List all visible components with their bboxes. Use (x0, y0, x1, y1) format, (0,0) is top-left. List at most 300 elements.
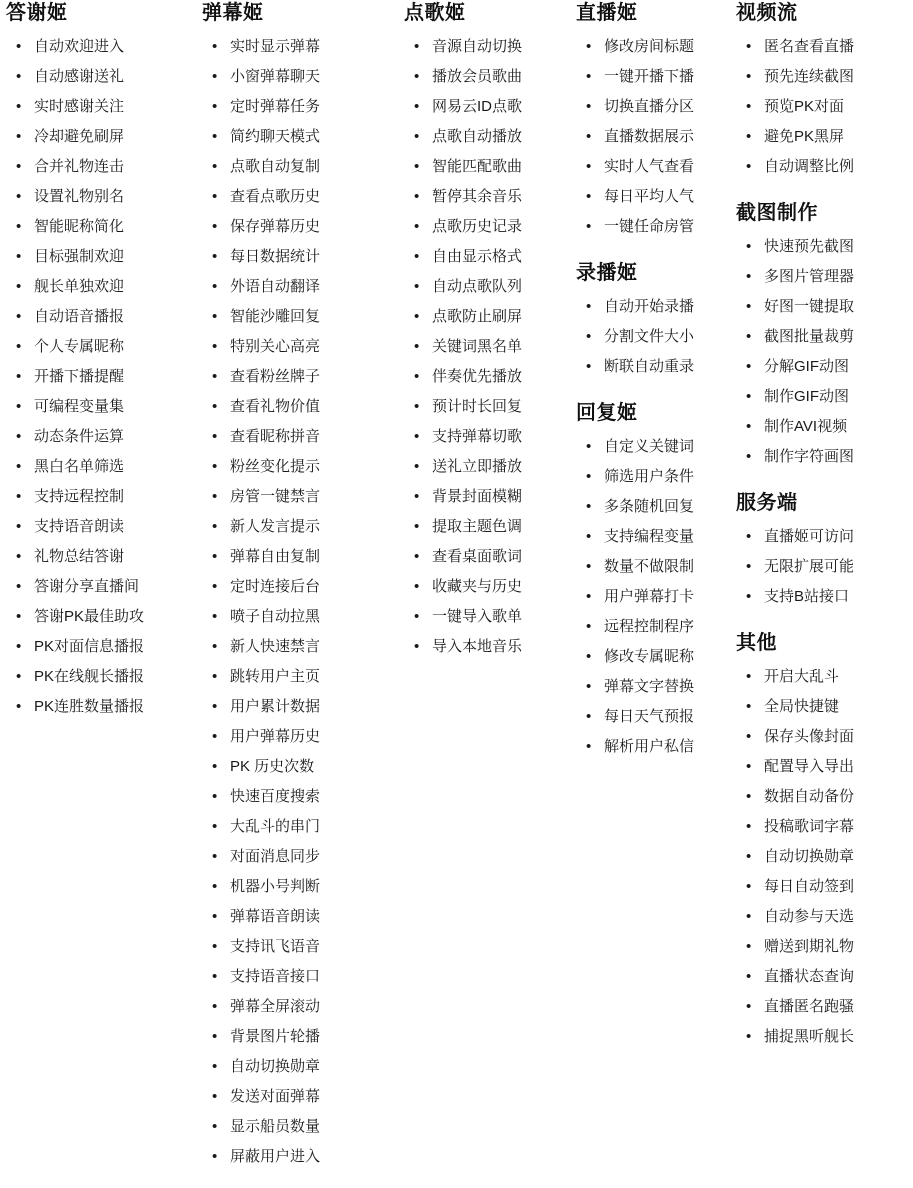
list-item (736, 292, 902, 322)
list-item (736, 352, 902, 382)
list-item (736, 992, 902, 1022)
bullet-icon: • (212, 698, 218, 715)
list-item-label: 查看礼物价值 (230, 398, 321, 415)
list-item-label: 修改房间标题 (604, 38, 695, 55)
list-item (736, 962, 902, 992)
bullet-icon: • (16, 548, 22, 565)
list-item (6, 92, 198, 122)
list-item (576, 292, 732, 322)
list-item (6, 452, 198, 482)
feature-section (736, 630, 902, 1052)
list-item (404, 512, 572, 542)
section-title: 弹幕姬 (202, 2, 264, 24)
list-item (202, 572, 400, 602)
list-item-label: 自定义关键词 (604, 438, 695, 455)
list-item-label: 制作AVI视频 (764, 418, 848, 435)
list-item (736, 522, 902, 552)
bullet-icon: • (414, 308, 420, 325)
bullet-icon: • (16, 668, 22, 685)
feature-columns (6, 0, 907, 1178)
list-item (576, 322, 732, 352)
section-title: 录播姬 (576, 262, 638, 284)
list-item (202, 662, 400, 692)
list-item (202, 902, 400, 932)
list-item-label: 分解GIF动图 (764, 358, 849, 375)
list-item (6, 602, 198, 632)
list-item (404, 542, 572, 572)
list-item-label: 背景封面模糊 (432, 488, 523, 505)
bullet-icon: • (16, 278, 22, 295)
list-item-label: 智能昵称简化 (34, 218, 125, 235)
bullet-icon: • (746, 38, 752, 55)
section-title: 视频流 (736, 2, 798, 24)
list-item (202, 962, 400, 992)
bullet-icon: • (212, 1118, 218, 1135)
bullet-icon: • (586, 708, 592, 725)
list-item-label: 支持弹幕切歌 (432, 428, 523, 445)
bullet-icon: • (212, 68, 218, 85)
list-item (576, 552, 732, 582)
list-item-label: 黑白名单筛选 (34, 458, 125, 475)
list-item (576, 92, 732, 122)
list-item (576, 582, 732, 612)
bullet-icon: • (746, 238, 752, 255)
list-item-label: 查看桌面歌词 (432, 548, 523, 565)
list-item-label: 自由显示格式 (432, 248, 523, 265)
list-item (202, 422, 400, 452)
list-item-label: 查看粉丝牌子 (230, 368, 321, 385)
list-item-label: 无限扩展可能 (764, 558, 855, 575)
list-item-label: 大乱斗的串门 (230, 818, 321, 835)
list-item (736, 812, 902, 842)
list-item-label: 支持语音朗读 (34, 518, 125, 535)
bullet-icon: • (746, 98, 752, 115)
list-item (404, 92, 572, 122)
list-item (202, 452, 400, 482)
bullet-icon: • (16, 188, 22, 205)
list-item (202, 752, 400, 782)
feature-column (404, 0, 576, 668)
list-item (576, 352, 732, 382)
list-item (202, 242, 400, 272)
bullet-icon: • (746, 128, 752, 145)
list-item (736, 842, 902, 872)
list-item (202, 692, 400, 722)
bullet-icon: • (16, 608, 22, 625)
list-item-label: 查看昵称拼音 (230, 428, 321, 445)
list-item-label: 个人专属昵称 (34, 338, 125, 355)
bullet-icon: • (212, 128, 218, 145)
section-title: 直播姬 (576, 2, 638, 24)
bullet-icon: • (746, 358, 752, 375)
bullet-icon: • (746, 418, 752, 435)
bullet-icon: • (212, 518, 218, 535)
list-item (736, 752, 902, 782)
feature-item-list (736, 662, 902, 1052)
list-item (202, 602, 400, 632)
list-item-label: 筛选用户条件 (604, 468, 695, 485)
list-item (736, 442, 902, 472)
list-item (202, 1142, 400, 1172)
list-item (202, 212, 400, 242)
list-item-label: 自动切换勋章 (764, 848, 855, 865)
list-item-label: 音源自动切换 (432, 38, 523, 55)
list-item-label: 捕捉黑听舰长 (764, 1028, 855, 1045)
list-item (202, 1112, 400, 1142)
list-item-label: 暂停其余音乐 (432, 188, 523, 205)
bullet-icon: • (746, 328, 752, 345)
list-item-label: 保存弹幕历史 (230, 218, 321, 235)
list-item (202, 932, 400, 962)
feature-section (736, 0, 902, 182)
bullet-icon: • (414, 398, 420, 415)
list-item (576, 432, 732, 462)
list-item-label: 定时弹幕任务 (230, 98, 321, 115)
bullet-icon: • (16, 698, 22, 715)
bullet-icon: • (212, 1058, 218, 1075)
bullet-icon: • (16, 248, 22, 265)
list-item (736, 322, 902, 352)
list-item-label: 机器小号判断 (230, 878, 321, 895)
bullet-icon: • (414, 488, 420, 505)
bullet-icon: • (16, 68, 22, 85)
bullet-icon: • (746, 528, 752, 545)
list-item (404, 242, 572, 272)
bullet-icon: • (586, 738, 592, 755)
list-item-label: 配置导入导出 (764, 758, 855, 775)
bullet-icon: • (746, 268, 752, 285)
list-item-label: 弹幕语音朗读 (230, 908, 321, 925)
list-item (202, 302, 400, 332)
list-item-label: 切换直播分区 (604, 98, 695, 115)
bullet-icon: • (414, 578, 420, 595)
bullet-icon: • (212, 848, 218, 865)
bullet-icon: • (212, 1028, 218, 1045)
feature-column (736, 0, 906, 1058)
list-item-label: 每日数据统计 (230, 248, 321, 265)
list-item-label: PK在线舰长播报 (34, 668, 145, 685)
feature-section (576, 0, 732, 242)
list-item (576, 212, 732, 242)
feature-item-list (576, 32, 732, 242)
list-item-label: 开播下播提醒 (34, 368, 125, 385)
bullet-icon: • (16, 98, 22, 115)
list-item-label: 舰长单独欢迎 (34, 278, 125, 295)
list-item (736, 552, 902, 582)
list-item (576, 702, 732, 732)
bullet-icon: • (586, 68, 592, 85)
list-item (202, 1052, 400, 1082)
bullet-icon: • (746, 588, 752, 605)
list-item-label: 合并礼物连击 (34, 158, 125, 175)
list-item-label: 制作字符画图 (764, 448, 855, 465)
list-item-label: 播放会员歌曲 (432, 68, 523, 85)
bullet-icon: • (586, 98, 592, 115)
bullet-icon: • (212, 668, 218, 685)
list-item (736, 262, 902, 292)
list-item (404, 332, 572, 362)
bullet-icon: • (586, 438, 592, 455)
list-item (736, 152, 902, 182)
bullet-icon: • (212, 728, 218, 745)
list-item (576, 732, 732, 762)
list-item (736, 662, 902, 692)
bullet-icon: • (414, 248, 420, 265)
list-item-label: 自动参与天选 (764, 908, 855, 925)
bullet-icon: • (212, 338, 218, 355)
list-item (736, 932, 902, 962)
list-item (576, 642, 732, 672)
bullet-icon: • (746, 788, 752, 805)
bullet-icon: • (586, 588, 592, 605)
list-item-label: 好图一键提取 (764, 298, 855, 315)
list-item-label: 用户弹幕打卡 (604, 588, 695, 605)
bullet-icon: • (414, 68, 420, 85)
bullet-icon: • (212, 248, 218, 265)
bullet-icon: • (212, 968, 218, 985)
list-item (404, 302, 572, 332)
bullet-icon: • (414, 368, 420, 385)
list-item (202, 272, 400, 302)
list-item-label: 支持远程控制 (34, 488, 125, 505)
bullet-icon: • (212, 488, 218, 505)
list-item (736, 872, 902, 902)
list-item (6, 362, 198, 392)
list-item-label: 动态条件运算 (34, 428, 125, 445)
list-item-label: 解析用户私信 (604, 738, 695, 755)
bullet-icon: • (16, 218, 22, 235)
list-item (576, 462, 732, 492)
list-item-label: 目标强制欢迎 (34, 248, 125, 265)
list-item-label: 多图片管理器 (764, 268, 855, 285)
bullet-icon: • (16, 398, 22, 415)
bullet-icon: • (746, 1028, 752, 1045)
list-item (6, 572, 198, 602)
bullet-icon: • (746, 68, 752, 85)
list-item (202, 632, 400, 662)
bullet-icon: • (16, 578, 22, 595)
bullet-icon: • (212, 908, 218, 925)
list-item-label: 点歌自动播放 (432, 128, 523, 145)
list-item (6, 32, 198, 62)
list-item-label: 开启大乱斗 (764, 668, 840, 685)
list-item-label: 弹幕文字替换 (604, 678, 695, 695)
list-item-label: 跳转用户主页 (230, 668, 321, 685)
bullet-icon: • (212, 878, 218, 895)
feature-item-list (576, 292, 732, 382)
list-item-label: 用户弹幕历史 (230, 728, 321, 745)
feature-item-list (736, 232, 902, 472)
list-item (202, 872, 400, 902)
feature-item-list (736, 32, 902, 182)
list-item-label: 答谢PK最佳助攻 (34, 608, 145, 625)
bullet-icon: • (586, 218, 592, 235)
list-item-label: 背景图片轮播 (230, 1028, 321, 1045)
list-item-label: 每日自动签到 (764, 878, 855, 895)
list-item (202, 182, 400, 212)
list-item-label: 快速百度搜索 (230, 788, 321, 805)
list-item (202, 62, 400, 92)
list-item-label: PK对面信息播报 (34, 638, 145, 655)
list-item-label: 每日平均人气 (604, 188, 695, 205)
bullet-icon: • (212, 398, 218, 415)
list-item (736, 692, 902, 722)
feature-section (736, 490, 902, 612)
list-item-label: 多条随机回复 (604, 498, 695, 515)
bullet-icon: • (212, 368, 218, 385)
bullet-icon: • (414, 38, 420, 55)
bullet-icon: • (586, 358, 592, 375)
list-item (202, 812, 400, 842)
section-title: 服务端 (736, 492, 798, 514)
bullet-icon: • (746, 158, 752, 175)
bullet-icon: • (16, 158, 22, 175)
feature-column (202, 0, 404, 1178)
list-item-label: 一键任命房管 (604, 218, 695, 235)
bullet-icon: • (586, 468, 592, 485)
list-item (202, 512, 400, 542)
section-title: 点歌姬 (404, 2, 466, 24)
list-item (202, 32, 400, 62)
list-item (202, 482, 400, 512)
list-item (736, 412, 902, 442)
feature-column (6, 0, 202, 728)
list-item-label: 可编程变量集 (34, 398, 125, 415)
bullet-icon: • (16, 638, 22, 655)
list-item-label: 简约聊天模式 (230, 128, 321, 145)
section-title: 截图制作 (736, 202, 818, 224)
list-item (576, 612, 732, 642)
list-item-label: 屏蔽用户进入 (230, 1148, 321, 1165)
list-item-label: 新人快速禁言 (230, 638, 321, 655)
feature-item-list (576, 432, 732, 762)
list-item-label: 礼物总结答谢 (34, 548, 125, 565)
bullet-icon: • (16, 338, 22, 355)
list-item-label: 粉丝变化提示 (230, 458, 321, 475)
bullet-icon: • (586, 328, 592, 345)
list-item (202, 392, 400, 422)
bullet-icon: • (212, 638, 218, 655)
list-item-label: 特别关心高亮 (230, 338, 321, 355)
section-title: 答谢姬 (6, 2, 68, 24)
list-item (202, 782, 400, 812)
bullet-icon: • (212, 98, 218, 115)
list-item-label: 弹幕自由复制 (230, 548, 321, 565)
bullet-icon: • (212, 308, 218, 325)
bullet-icon: • (746, 728, 752, 745)
list-item-label: 直播姬可访问 (764, 528, 855, 545)
bullet-icon: • (586, 678, 592, 695)
bullet-icon: • (212, 158, 218, 175)
bullet-icon: • (16, 518, 22, 535)
bullet-icon: • (586, 38, 592, 55)
list-item (6, 272, 198, 302)
bullet-icon: • (414, 98, 420, 115)
bullet-icon: • (212, 788, 218, 805)
list-item-label: 匿名查看直播 (764, 38, 855, 55)
bullet-icon: • (212, 548, 218, 565)
list-item-label: 智能沙雕回复 (230, 308, 321, 325)
bullet-icon: • (414, 158, 420, 175)
list-item (6, 422, 198, 452)
list-item (6, 62, 198, 92)
bullet-icon: • (746, 878, 752, 895)
list-item-label: 预览PK对面 (764, 98, 845, 115)
bullet-icon: • (414, 518, 420, 535)
feature-item-list (6, 32, 198, 722)
bullet-icon: • (414, 428, 420, 445)
list-item-label: 自动语音播报 (34, 308, 125, 325)
bullet-icon: • (16, 38, 22, 55)
bullet-icon: • (414, 638, 420, 655)
list-item-label: 截图批量裁剪 (764, 328, 855, 345)
bullet-icon: • (586, 528, 592, 545)
bullet-icon: • (414, 218, 420, 235)
list-item (202, 122, 400, 152)
list-item (6, 692, 198, 722)
bullet-icon: • (16, 458, 22, 475)
list-item-label: 自动点歌队列 (432, 278, 523, 295)
list-item-label: 实时显示弹幕 (230, 38, 321, 55)
list-item-label: 保存头像封面 (764, 728, 855, 745)
bullet-icon: • (746, 668, 752, 685)
bullet-icon: • (586, 558, 592, 575)
list-item (6, 542, 198, 572)
list-item (202, 152, 400, 182)
bullet-icon: • (746, 908, 752, 925)
feature-section (576, 400, 732, 762)
bullet-icon: • (414, 188, 420, 205)
list-item-label: PK 历史次数 (230, 758, 315, 775)
list-item-label: 点歌自动复制 (230, 158, 321, 175)
list-item (576, 182, 732, 212)
list-item-label: 发送对面弹幕 (230, 1088, 321, 1105)
feature-item-list (202, 32, 400, 1172)
list-item (736, 582, 902, 612)
bullet-icon: • (212, 218, 218, 235)
list-item (404, 122, 572, 152)
list-item-label: 用户累计数据 (230, 698, 321, 715)
list-item-label: 送礼立即播放 (432, 458, 523, 475)
list-item (404, 272, 572, 302)
list-item-label: 冷却避免刷屏 (34, 128, 125, 145)
list-item-label: 快速预先截图 (764, 238, 855, 255)
list-item (202, 1022, 400, 1052)
bullet-icon: • (212, 428, 218, 445)
list-item (736, 32, 902, 62)
list-item (6, 662, 198, 692)
list-item (6, 212, 198, 242)
feature-column (576, 0, 736, 768)
list-item (404, 572, 572, 602)
list-item-label: 自动开始录播 (604, 298, 695, 315)
list-item-label: 点歌历史记录 (432, 218, 523, 235)
list-item (6, 152, 198, 182)
feature-section (404, 0, 572, 662)
bullet-icon: • (212, 278, 218, 295)
section-title: 其他 (736, 632, 777, 654)
list-item (736, 62, 902, 92)
list-item (6, 302, 198, 332)
bullet-icon: • (586, 128, 592, 145)
list-item-label: 伴奏优先播放 (432, 368, 523, 385)
list-item-label: 全局快捷键 (764, 698, 840, 715)
list-item-label: 远程控制程序 (604, 618, 695, 635)
bullet-icon: • (746, 818, 752, 835)
bullet-icon: • (746, 758, 752, 775)
bullet-icon: • (586, 298, 592, 315)
list-item (202, 362, 400, 392)
